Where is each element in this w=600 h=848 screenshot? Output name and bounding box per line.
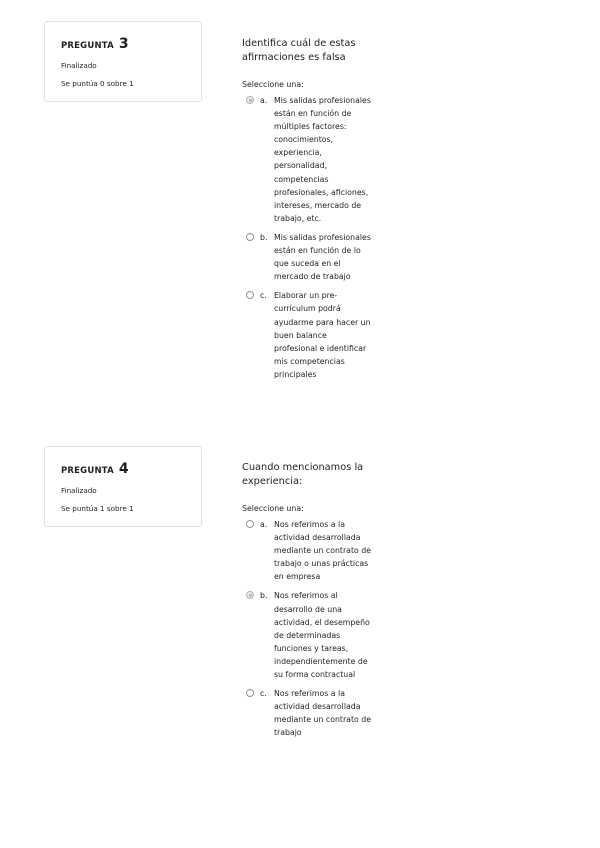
question-state: Finalizado <box>61 61 97 70</box>
question-number-value: 3 <box>118 36 129 52</box>
question-label: PREGUNTA <box>61 41 114 51</box>
answer-option-c[interactable] <box>246 289 372 381</box>
option-text: Nos referimos a la actividad desarrollada mediante un contrato de trabajo o unas prácticas en empresa <box>274 520 372 582</box>
answer-option-b[interactable] <box>246 231 372 283</box>
question-text: Identifica cuál de estas afirmaciones es falsa <box>242 38 356 63</box>
answer-option-a[interactable] <box>246 94 372 225</box>
option-text: Elaborar un pre-currículum podrá ayudarme para hacer un buen balance profesional e identificar mis competencias principales <box>274 291 371 379</box>
option-letter: c. <box>260 689 267 699</box>
option-text: Mis salidas profesionales están en función de lo que suceda en el mercado de trabajo <box>274 232 371 282</box>
radio-button[interactable] <box>246 520 254 528</box>
option-letter: b. <box>260 232 268 242</box>
answer-prompt: Seleccione una: <box>242 504 304 513</box>
option-text: Nos referimos al desarrollo de una actividad, el desempeño de determinadas funciones y tareas, independientemente de su forma contractual <box>274 591 370 680</box>
answer-options <box>246 518 372 746</box>
answer-prompt: Seleccione una: <box>242 80 304 89</box>
option-letter: a. <box>260 96 268 105</box>
question-state: Finalizado <box>61 486 97 495</box>
radio-button[interactable] <box>246 291 254 299</box>
question-number <box>61 461 185 477</box>
option-text: Nos referimos a la actividad desarrollada mediante un contrato de trabajo <box>274 689 372 738</box>
question-number-value: 4 <box>118 461 129 477</box>
answer-option-a[interactable] <box>246 518 372 583</box>
radio-button[interactable] <box>246 233 254 241</box>
answer-option-c[interactable] <box>246 687 372 739</box>
option-letter: a. <box>260 520 268 529</box>
answer-options <box>246 94 372 387</box>
question-info-3 <box>44 21 202 102</box>
radio-button[interactable] <box>246 591 254 599</box>
answer-option-b[interactable] <box>246 589 372 681</box>
option-text: Mis salidas profesionales están en función de múltiples factores: conocimientos, experiencia, personalidad, competencias profesionales, aficiones, intereses, mercado de trabajo, etc. <box>274 96 371 223</box>
question-text: Cuando mencionamos la experiencia: <box>242 462 364 487</box>
option-letter: b. <box>260 591 268 601</box>
question-grade: Se puntúa 1 sobre 1 <box>61 504 134 513</box>
radio-button[interactable] <box>246 96 254 104</box>
question-number <box>61 36 185 52</box>
question-label: PREGUNTA <box>61 466 114 476</box>
option-letter: c. <box>260 291 267 301</box>
question-info-4 <box>44 446 202 527</box>
question-grade: Se puntúa 0 sobre 1 <box>61 79 134 88</box>
radio-button[interactable] <box>246 689 254 697</box>
